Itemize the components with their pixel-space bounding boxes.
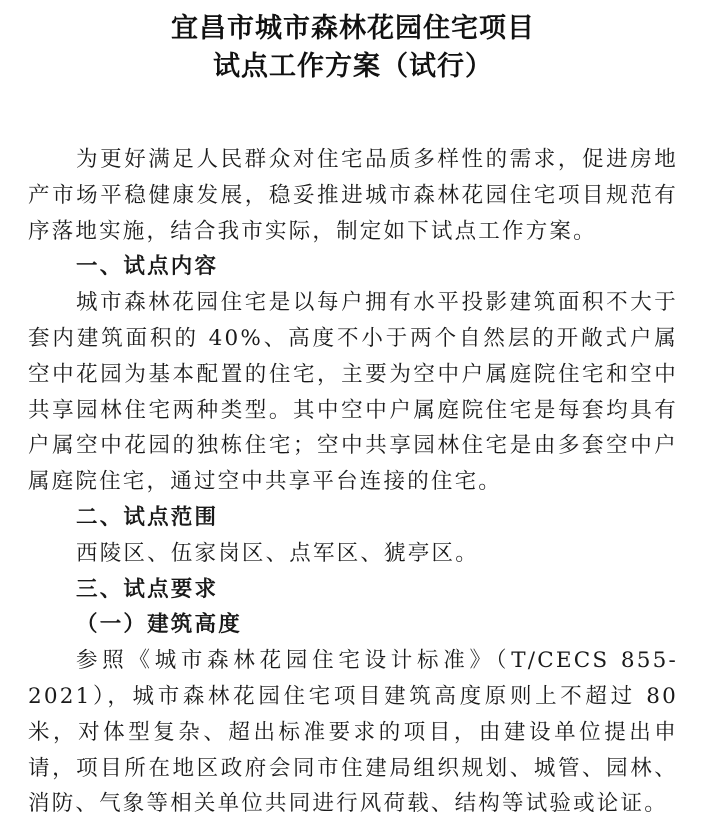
section-3-subsection-1-heading: （一）建筑高度 [76,612,242,638]
title-line-2: 试点工作方案（试行） [213,51,493,82]
section-2-heading: 二、试点范围 [76,504,219,530]
title-line-1: 宜昌市城市森林花园住宅项目 [171,13,535,44]
section-3-subsection-1-body: 参照《城市森林花园住宅设计标准》（T/CECS 855-2021），城市森林花园住宅项目建筑高度原则上不超过 80 米，对体型复杂、超出标准要求的项目，由建设单位提出申请，项目所在地区政府会同市住建局组织规划、城管、园林、消防、气象等相关单位共同进行风荷载、结构等试验或论证。 [28,648,678,817]
document-title [28,0,678,86]
intro-paragraph: 为更好满足人民群众对住宅品质多样性的需求，促进房地产市场平稳健康发展，稳妥推进城市森林花园住宅项目规范有序落地实施，结合我市实际，制定如下试点工作方案。 [28,147,678,244]
section-1-body: 城市森林花园住宅是以每户拥有水平投影建筑面积不大于套内建筑面积的 40%、高度不小于两个自然层的开敞式户属空中花园为基本配置的住宅，主要为空中户属庭院住宅和空中共享园林住宅两种类型。其中空中户属庭院住宅是每套均具有户属空中花园的独栋住宅；空中共享园林住宅是由多套空中户属庭院住宅，通过空中共享平台连接的住宅。 [28,290,678,495]
section-2-body: 西陵区、伍家岗区、点军区、猇亭区。 [76,540,479,566]
section-3-heading: 三、试点要求 [76,576,219,602]
section-1-heading: 一、试点内容 [76,254,219,280]
